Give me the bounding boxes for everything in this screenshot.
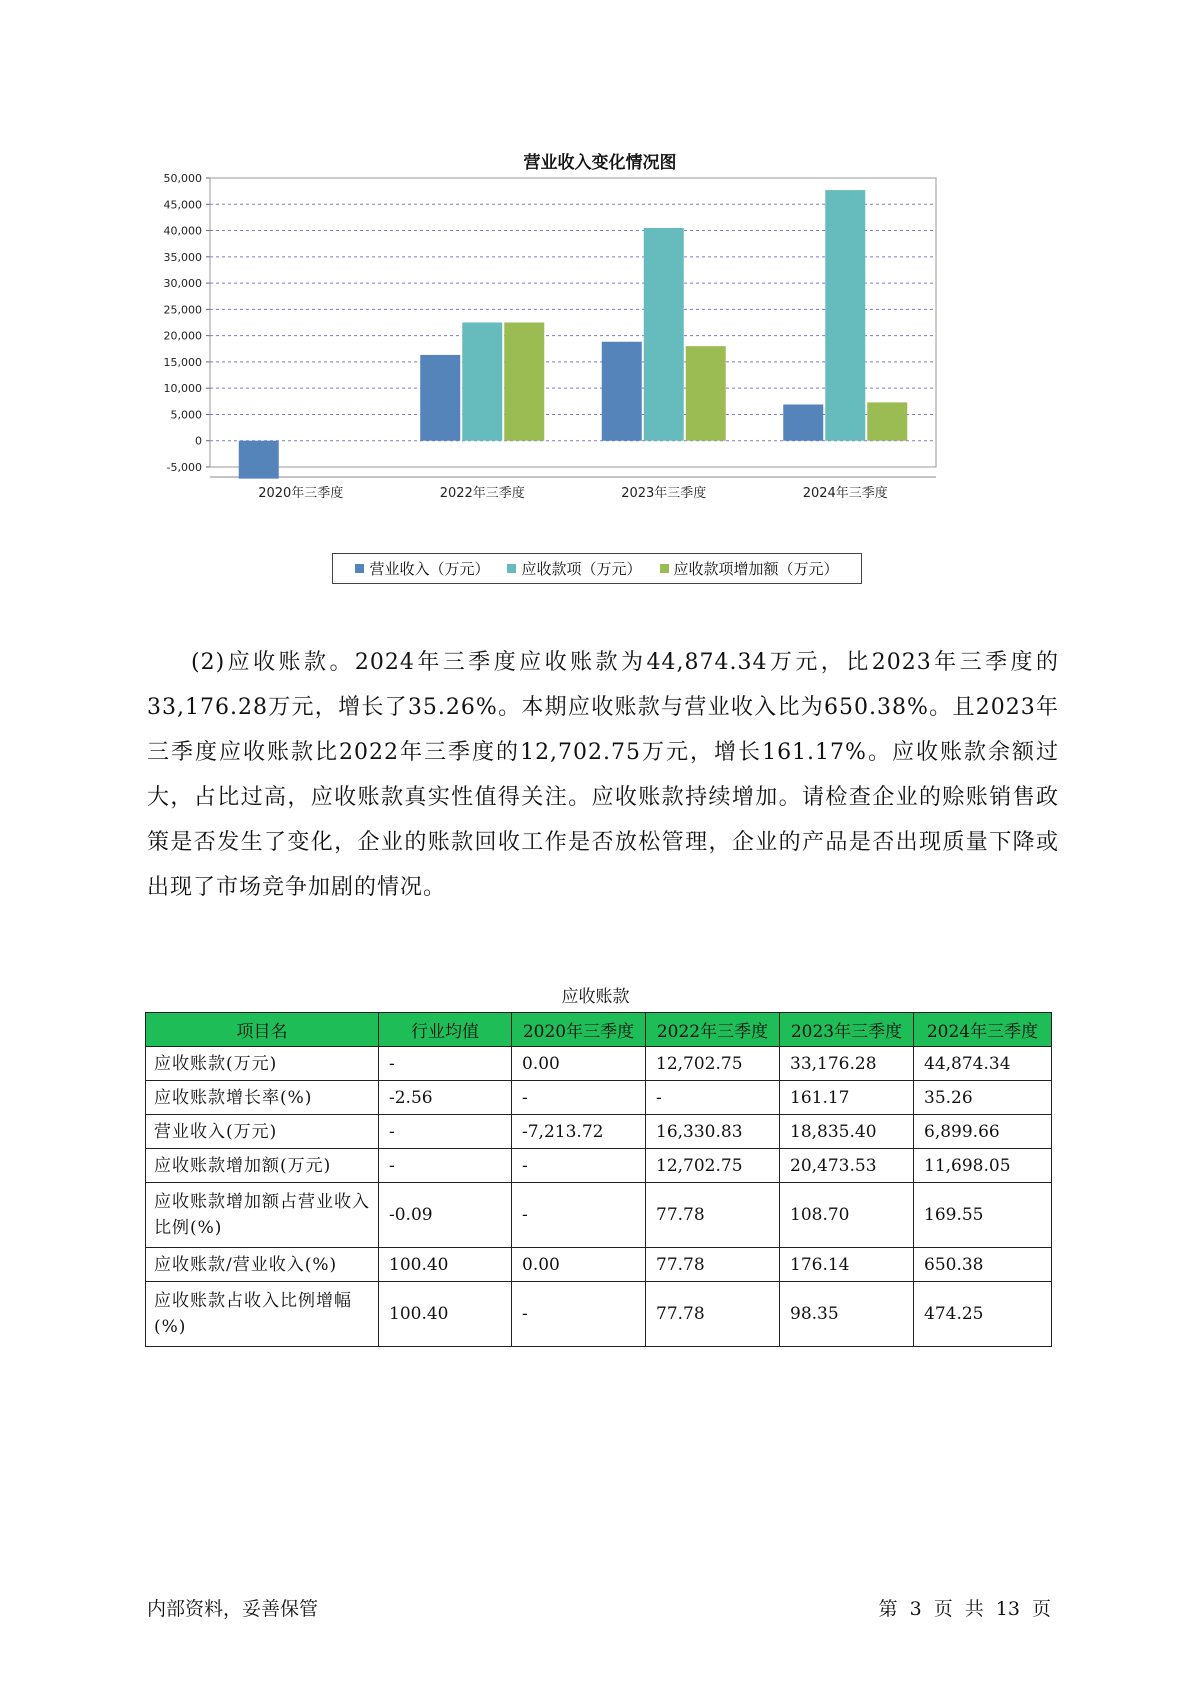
y-tick-label: 45,000 [163, 198, 202, 212]
y-tick-label: 20,000 [163, 329, 202, 343]
chart-bar [420, 355, 460, 441]
table-cell: 6,899.66 [914, 1115, 1052, 1149]
table-cell: - [379, 1149, 512, 1183]
table-cell: 12,702.75 [646, 1149, 780, 1183]
table-cell: 161.17 [780, 1081, 914, 1115]
y-tick-label: 40,000 [163, 224, 202, 238]
y-tick-label: 0 [195, 434, 202, 448]
row-label: 应收账款/营业收入(%) [146, 1248, 379, 1282]
table-cell: 77.78 [646, 1248, 780, 1282]
table-row [146, 1183, 1052, 1248]
x-tick-label: 2024年三季度 [802, 486, 888, 501]
table-cell: 0.00 [512, 1047, 646, 1081]
table-cell: - [512, 1282, 646, 1347]
legend-swatch-receivables [507, 564, 516, 573]
table-cell: - [512, 1183, 646, 1248]
table-cell: - [379, 1115, 512, 1149]
row-label: 应收账款增长率(%) [146, 1081, 379, 1115]
table-cell: 77.78 [646, 1282, 780, 1347]
table-cell: 100.40 [379, 1248, 512, 1282]
legend-swatch-increase [660, 564, 669, 573]
legend-item-increase [660, 558, 839, 579]
table-cell: 474.25 [914, 1282, 1052, 1347]
col-header: 行业均值 [379, 1013, 512, 1047]
col-header: 2022年三季度 [646, 1013, 780, 1047]
table-cell: 33,176.28 [780, 1047, 914, 1081]
chart-bar [239, 441, 279, 479]
col-header: 2020年三季度 [512, 1013, 646, 1047]
chart-bar [504, 323, 544, 441]
y-tick-label: 30,000 [163, 277, 202, 291]
table-header-row [146, 1013, 1052, 1047]
footer-page-number: 第 3 页 共 13 页 [878, 1598, 1051, 1620]
y-tick-label: 25,000 [163, 303, 202, 317]
chart-bar [783, 404, 823, 440]
table-row [146, 1248, 1052, 1282]
table-cell: 20,473.53 [780, 1149, 914, 1183]
row-label: 应收账款(万元) [146, 1047, 379, 1081]
col-header: 2024年三季度 [914, 1013, 1052, 1047]
table-row [146, 1047, 1052, 1081]
table-row [146, 1282, 1052, 1347]
bar-chart [160, 140, 1040, 600]
chart-bar [644, 228, 684, 441]
chart-bar [686, 346, 726, 441]
legend-item-revenue [355, 558, 489, 579]
analysis-paragraph: (2)应收账款。2024年三季度应收账款为44,874.34万元，比2023年三季度的33,176.28万元，增长了35.26%。本期应收账款与营业收入比为650.38%。且2023年三季度应收账款比2022年三季度的12,702.75万元，增长161.17%。应收账款余额过大，占比过高，应收账款真实性值得关注。应收账款持续增加。请检查企业的赊账销售政策是否发生了变化，企业的账款回收工作是否放松管理，企业的产品是否出现质量下降或出现了市场竞争加剧的情况。 [147, 650, 1059, 900]
table-title: 应收账款 [561, 987, 630, 1007]
table-cell: 44,874.34 [914, 1047, 1052, 1081]
table-cell: - [646, 1081, 780, 1115]
table-cell: - [512, 1149, 646, 1183]
table-cell: 11,698.05 [914, 1149, 1052, 1183]
table-cell: 35.26 [914, 1081, 1052, 1115]
table-cell: 0.00 [512, 1248, 646, 1282]
chart-bar [602, 342, 642, 441]
table-cell: -7,213.72 [512, 1115, 646, 1149]
x-tick-label: 2020年三季度 [258, 486, 344, 501]
chart-bar [867, 402, 907, 440]
y-tick-label: 5,000 [170, 408, 202, 422]
chart-bar [462, 323, 502, 441]
chart-bar [825, 190, 865, 441]
table-cell: 16,330.83 [646, 1115, 780, 1149]
y-tick-label: -5,000 [166, 461, 202, 474]
table-cell: 108.70 [780, 1183, 914, 1248]
legend-swatch-revenue [355, 564, 364, 573]
chart-svg [160, 140, 1040, 550]
y-tick-label: 35,000 [163, 250, 202, 264]
x-tick-label: 2022年三季度 [439, 486, 525, 501]
row-label: 应收账款占收入比例增幅(%) [146, 1282, 379, 1347]
col-header: 2023年三季度 [780, 1013, 914, 1047]
table-cell: - [379, 1047, 512, 1081]
x-tick-label: 2023年三季度 [621, 486, 707, 501]
table-cell: 98.35 [780, 1282, 914, 1347]
table-row [146, 1115, 1052, 1149]
legend-label-receivables: 应收款项（万元） [521, 560, 642, 578]
y-tick-label: 15,000 [163, 355, 202, 369]
y-tick-label: 10,000 [163, 382, 202, 396]
table-cell: 12,702.75 [646, 1047, 780, 1081]
table-cell: 77.78 [646, 1183, 780, 1248]
table-cell: 18,835.40 [780, 1115, 914, 1149]
table-cell: -2.56 [379, 1081, 512, 1115]
legend-item-receivables [507, 558, 641, 579]
col-header: 项目名 [146, 1013, 379, 1047]
footer-confidential: 内部资料，妥善保管 [147, 1598, 319, 1620]
table-cell: 169.55 [914, 1183, 1052, 1248]
table-cell: -0.09 [379, 1183, 512, 1248]
legend-label-increase: 应收款项增加额（万元） [673, 560, 839, 578]
row-label: 应收账款增加额占营业收入比例(%) [146, 1183, 379, 1248]
table-cell: 100.40 [379, 1282, 512, 1347]
table-cell: 176.14 [780, 1248, 914, 1282]
row-label: 营业收入(万元) [146, 1115, 379, 1149]
table-cell: 650.38 [914, 1248, 1052, 1282]
receivables-table [145, 1012, 1052, 1347]
table-row [146, 1081, 1052, 1115]
legend-label-revenue: 营业收入（万元） [369, 560, 490, 578]
row-label: 应收账款增加额(万元) [146, 1149, 379, 1183]
y-tick-label: 50,000 [163, 172, 202, 185]
chart-title: 营业收入变化情况图 [523, 153, 677, 173]
table-row [146, 1149, 1052, 1183]
table-cell: - [512, 1081, 646, 1115]
chart-legend [332, 553, 862, 584]
